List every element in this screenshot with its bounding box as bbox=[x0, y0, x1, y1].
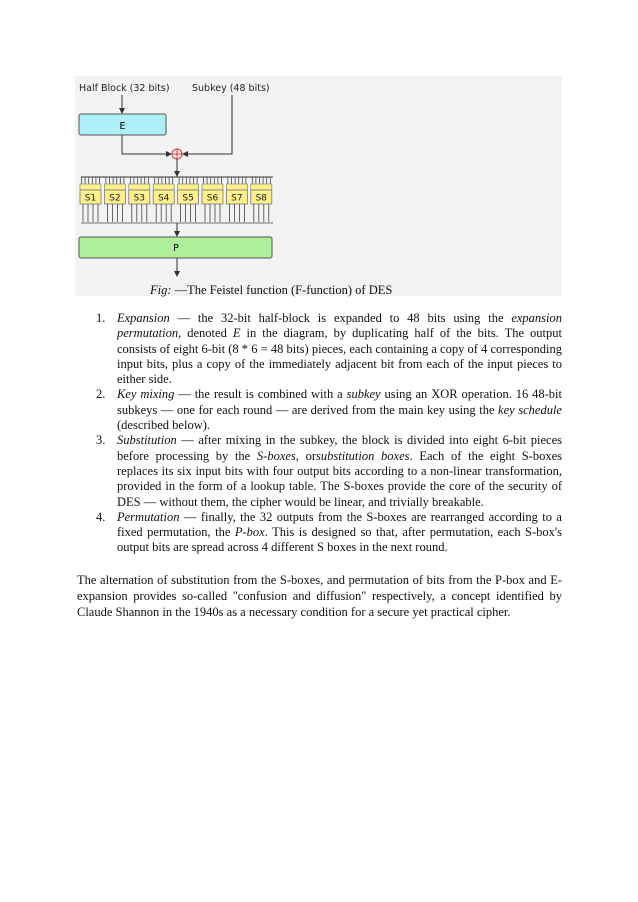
step-term: subkey bbox=[346, 387, 381, 402]
step-number: 3. bbox=[96, 433, 106, 448]
subkey-label: Subkey (48 bits) bbox=[192, 83, 270, 94]
step-term: substitution boxes bbox=[316, 448, 410, 463]
sbox-label: S3 bbox=[133, 193, 146, 204]
step-item bbox=[96, 433, 562, 509]
step-text: — the result is combined with a bbox=[174, 387, 347, 402]
step-item bbox=[96, 311, 562, 387]
half-block-label: Half Block (32 bits) bbox=[79, 83, 170, 94]
sbox-label: S6 bbox=[206, 193, 219, 204]
step-term: P-box bbox=[234, 525, 265, 540]
sbox-label: S2 bbox=[109, 193, 121, 204]
feistel-diagram bbox=[75, 76, 562, 296]
step-term: expansion permutation bbox=[117, 311, 562, 341]
step-item bbox=[96, 387, 562, 433]
step-term: E bbox=[232, 326, 241, 341]
step-text: using an XOR operation. 16 48-bit subkeys — one for each round — are derived from the main key using the bbox=[117, 387, 562, 417]
step-term: Expansion bbox=[117, 311, 170, 325]
sbox-label: S7 bbox=[231, 193, 243, 204]
step-number: 1. bbox=[96, 311, 106, 325]
step-term: S-boxes bbox=[256, 448, 296, 463]
step-text: — finally, the 32 outputs from the S-boxes are rearranged according to a fixed permutation, the bbox=[117, 509, 562, 540]
caption-label: Fig: bbox=[150, 283, 172, 297]
sbox-label: S8 bbox=[255, 193, 268, 204]
step-text: (described below). bbox=[117, 418, 211, 433]
step-text: . This is designed so that, after permutation, each S-box's output bits are spread across 4 different S boxes in the next round. bbox=[117, 525, 563, 555]
step-text: . Each of the eight S-boxes replaces its six input bits with four output bits according to a non-linear transformation, provided in the form of a lookup table. The S-boxes provide the core of the security of DES — without them, the cipher would be linear, and trivially breakable. bbox=[117, 448, 563, 509]
step-text: , or bbox=[295, 448, 317, 463]
expansion-box-label: E bbox=[119, 121, 126, 132]
step-text: in the diagram, by duplicating half of the bits. The output consists of eight 6-bit (8 * 6 = 48 bits) pieces, each containing a copy of 4 corresponding input bits, plus a copy of the immediately adjacent bit from each of the input pieces to either side. bbox=[117, 326, 562, 387]
step-number: 4. bbox=[96, 509, 106, 524]
closing-paragraph: The alternation of substitution from the S-boxes, and permutation of bits from the P-box and E-expansion provides so-called "confusion and diffusion" respectively, a concept identified by Claude Shannon in the 1940s as a necessary condition for a secure yet practical cipher. bbox=[77, 573, 562, 619]
step-item bbox=[96, 510, 562, 556]
step-term: Permutation bbox=[117, 509, 180, 524]
sbox-label: S4 bbox=[157, 193, 170, 204]
feistel-steps-list bbox=[96, 311, 562, 556]
sbox-label: S5 bbox=[182, 193, 194, 204]
step-term: Key mixing bbox=[117, 387, 175, 402]
permutation-box-label: P bbox=[173, 243, 179, 254]
sbox-label: S1 bbox=[84, 193, 97, 204]
step-text: — the 32-bit half-block is expanded to 48 bits using the bbox=[169, 311, 512, 325]
figure-caption bbox=[150, 283, 392, 298]
step-text: , denoted bbox=[178, 326, 233, 341]
step-text: — after mixing in the subkey, the block is divided into eight 6-bit pieces before processing by the bbox=[117, 433, 562, 463]
step-number: 2. bbox=[96, 387, 106, 402]
caption-text: —The Feistel function (F-function) of DES bbox=[171, 283, 393, 297]
step-term: key schedule bbox=[498, 402, 562, 417]
feistel-diagram-svg bbox=[75, 76, 562, 296]
step-term: Substitution bbox=[117, 433, 177, 448]
